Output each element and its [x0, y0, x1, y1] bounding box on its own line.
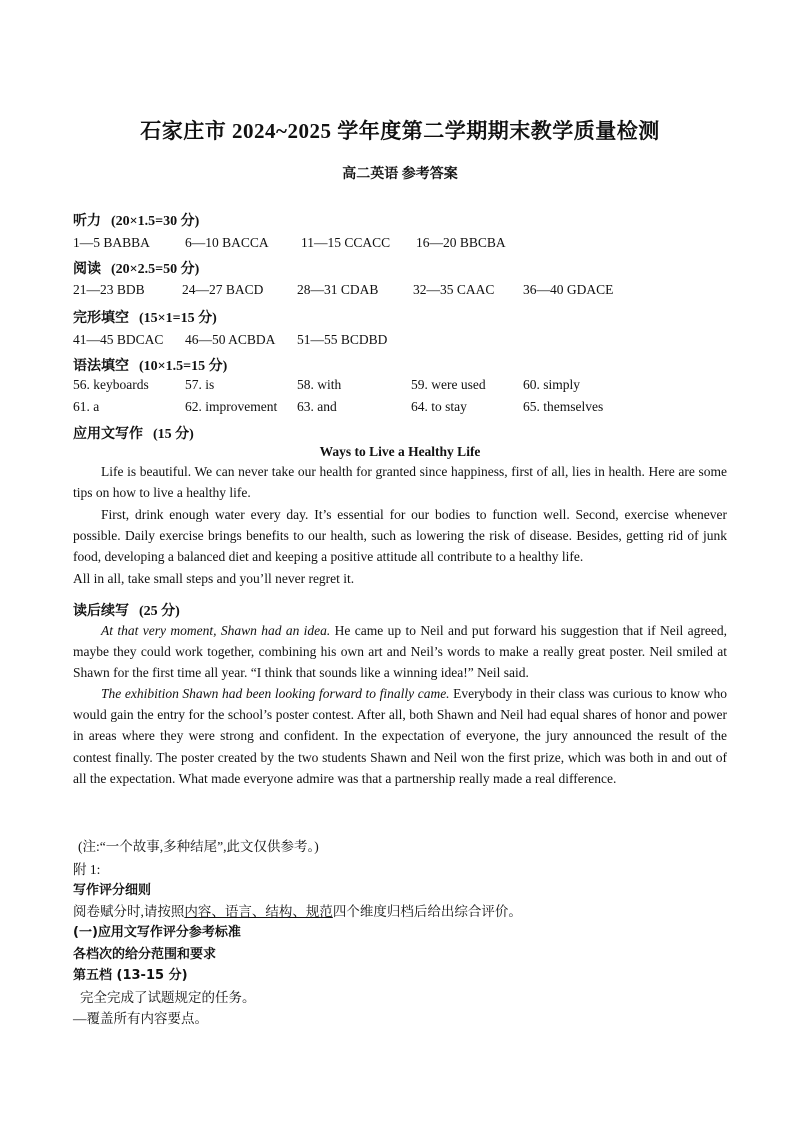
section-label: 阅读: [73, 262, 101, 277]
appendix-label: 附 1:: [73, 862, 101, 877]
section-label: 应用文写作: [73, 427, 143, 442]
rubric-section-heading: (一)应用文写作评分参考标准: [73, 925, 241, 940]
essay-paragraph: First, drink enough water every day. It’s essential for our bodies to function well. Second, exercise whenever possible. Daily exercise brings benefits to our health, such as lowering the risk of disease. Besides, getting rid of junk food, developing a balanced diet and keeping a positive attitude all contribute to a healthy life.: [73, 507, 727, 565]
answer-group: 28—31 CDAB: [297, 282, 379, 297]
answer-item: 60. simply: [523, 377, 581, 392]
continuation-paragraph: [73, 683, 727, 789]
section-listening: [73, 210, 199, 230]
rubric-dimensions: 内容、语言、结构、规范: [184, 904, 333, 919]
paragraph-body: He came up to Neil and put forward his suggestion that if Neil agreed, maybe they could work together, combining his own art and Neil’s words to make a really great poster. Neil smiled at Shawn for the first time all year. “I think that sounds like a winning idea!” Neil said.: [73, 623, 727, 681]
section-label: 听力: [73, 214, 101, 229]
answer-group: 16—20 BBCBA: [416, 235, 506, 250]
section-practical-writing: [73, 423, 194, 443]
answer-group: 24—27 BACD: [182, 282, 264, 297]
note: (注:“一个故事,多种结尾”,此文仅供参考。): [78, 839, 319, 854]
answer-group: 6—10 BACCA: [185, 235, 269, 250]
section-points: (10×1.5=15 分): [139, 359, 228, 374]
paragraph-lead: The exhibition Shawn had been looking forward to finally came.: [101, 686, 450, 701]
rubric-suffix: 四个维度归档后给出综合评价。: [332, 904, 522, 919]
section-points: (25 分): [139, 604, 180, 619]
page-subtitle: 高二英语 参考答案: [342, 167, 458, 182]
answer-item: 63. and: [297, 399, 337, 414]
paragraph-body: Everybody in their class was curious to know who would gain the entry for the school’s poster contest. After all, both Shawn and Neil had equal shares of honor and power in areas where they were strong and confident. In the expectation of everyone, the jury announced the result of the contest finally. The poster created by the two students Shawn and Neil won the first prize, which was both in and out of all the expectation. What made everyone admire was that a partnership really made a real difference.: [73, 686, 727, 786]
answer-group: 21—23 BDB: [73, 282, 145, 297]
rubric-prefix: 阅卷赋分时,请按照: [73, 904, 185, 919]
paragraph-lead: At that very moment, Shawn had an idea.: [101, 623, 331, 638]
section-label: 完形填空: [73, 311, 129, 326]
section-points: (20×2.5=50 分): [111, 262, 200, 277]
continuation-paragraph: [73, 620, 727, 684]
answer-item: 57. is: [185, 377, 215, 392]
answer-item: 64. to stay: [411, 399, 467, 414]
answer-group: 41—45 BDCAC: [73, 332, 164, 347]
section-label: 读后续写: [73, 604, 129, 619]
answer-item: 59. were used: [411, 377, 486, 392]
bands-title: 各档次的给分范围和要求: [73, 947, 217, 962]
section-reading: [73, 258, 199, 278]
section-cloze: [73, 307, 217, 327]
band-criterion: 完全完成了试题规定的任务。: [80, 990, 256, 1005]
section-points: (15×1=15 分): [139, 311, 217, 326]
answer-group: 1—5 BABBA: [73, 235, 150, 250]
answer-item: 56. keyboards: [73, 377, 149, 392]
answer-item: 62. improvement: [185, 399, 278, 414]
answer-item: 65. themselves: [523, 399, 604, 414]
essay-paragraph: Life is beautiful. We can never take our health for granted since happiness, first of all, lies in health. Here are some tips on how to live a healthy life.: [73, 464, 727, 501]
answer-group: 36—40 GDACE: [523, 282, 614, 297]
section-grammar: [73, 355, 227, 375]
answer-group: 51—55 BCDBD: [297, 332, 388, 347]
band-criterion: —覆盖所有内容要点。: [73, 1011, 208, 1026]
rubric-instruction: [73, 900, 522, 920]
answer-group: 11—15 CCACC: [301, 235, 391, 250]
essay-title: Ways to Live a Healthy Life: [319, 444, 481, 459]
section-continuation: [73, 600, 180, 620]
page-title: 石家庄市 2024~2025 学年度第二学期期末教学质量检测: [140, 119, 660, 143]
band-heading: 第五档 (13-15 分): [73, 968, 188, 983]
section-points: (15 分): [153, 427, 194, 442]
essay-paragraph: All in all, take small steps and you’ll never regret it.: [73, 571, 355, 586]
section-points: (20×1.5=30 分): [111, 214, 200, 229]
answer-item: 58. with: [297, 377, 342, 392]
answer-item: 61. a: [73, 399, 100, 414]
section-label: 语法填空: [73, 359, 129, 374]
answer-group: 46—50 ACBDA: [185, 332, 276, 347]
rubric-title: 写作评分细则: [73, 883, 152, 898]
answer-group: 32—35 CAAC: [413, 282, 495, 297]
